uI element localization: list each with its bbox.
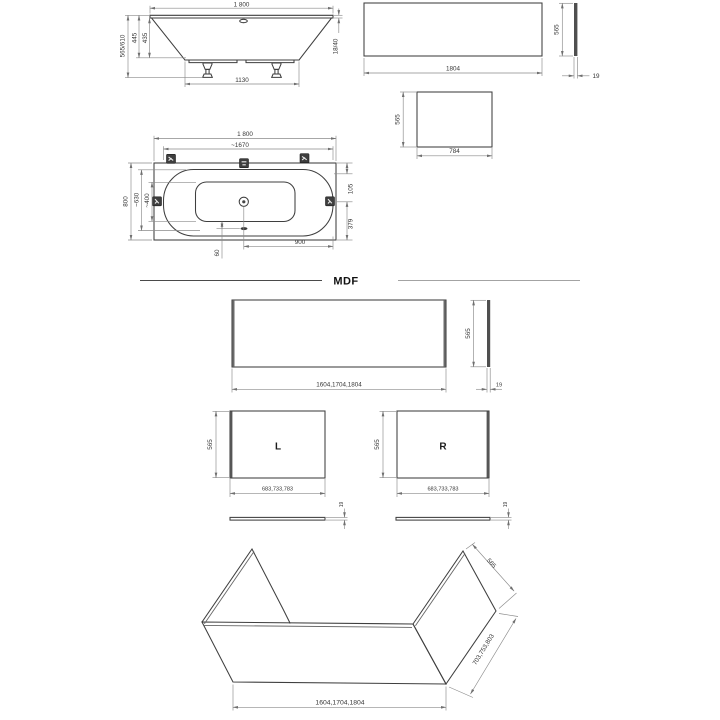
apron-front-panel-view bbox=[364, 3, 600, 80]
left-panel-width-dimension: 683,733,783 bbox=[261, 486, 294, 493]
strip-outline bbox=[396, 517, 490, 520]
iso-height-dimension: 565 bbox=[484, 557, 498, 570]
front-height-dimension: 565/610 bbox=[119, 34, 127, 58]
iso-width-dimension: 1604,1704,1804 bbox=[315, 699, 365, 707]
mounting-bracket bbox=[153, 197, 162, 206]
left-panel-height-dimension: 565 bbox=[207, 439, 215, 450]
plan-inner-depth-dimension: ~630 bbox=[133, 192, 141, 207]
front-width-dimension: 1 800 bbox=[233, 1, 250, 9]
panel-edge-profile bbox=[574, 3, 577, 56]
mdf-front-thickness-dimension: 19 bbox=[495, 382, 503, 389]
overflow-hole bbox=[240, 19, 248, 22]
rim-bottom-dimension: 379 bbox=[347, 218, 355, 230]
rim-thickness-dimension: 18/40 bbox=[332, 38, 340, 55]
front-depth-b-dimension: 435 bbox=[142, 32, 149, 44]
dimension-lines bbox=[232, 369, 446, 393]
feet-span-dimension: 1130 bbox=[235, 76, 249, 84]
plan-view bbox=[122, 131, 354, 258]
mounting-bracket bbox=[167, 154, 176, 163]
panel-edge-profile bbox=[487, 300, 490, 367]
adjustable-foot bbox=[203, 63, 213, 77]
mdf-assembly-iso-view bbox=[202, 543, 518, 711]
dimension-lines bbox=[400, 92, 492, 159]
left-panel-label: L bbox=[274, 441, 282, 453]
panel-outline bbox=[232, 300, 446, 367]
drain-center bbox=[242, 200, 245, 203]
mounting-bracket bbox=[240, 159, 249, 168]
support-rails bbox=[189, 60, 294, 62]
mdf-front-panel-view bbox=[232, 300, 502, 393]
panel-width-dimension: 1804 bbox=[445, 65, 461, 73]
dimension-lines bbox=[491, 509, 512, 530]
right-panel-height-dimension: 565 bbox=[374, 439, 382, 450]
iso-right-panel bbox=[413, 551, 496, 684]
mdf-section-divider bbox=[140, 276, 580, 288]
mdf-front-width-dimension: 1604,1704,1804 bbox=[316, 381, 362, 389]
basin-depth-dimension: ~400 bbox=[144, 193, 151, 208]
side-panel-width-dimension: 784 bbox=[449, 148, 460, 156]
iso-front-panel bbox=[202, 622, 446, 684]
apron-side-panel-view bbox=[395, 92, 492, 159]
panel-height-dimension: 565 bbox=[553, 24, 561, 35]
dimension-lines bbox=[213, 411, 326, 497]
right-panel-width-dimension: 683,733,783 bbox=[427, 486, 459, 493]
right-panel-label: R bbox=[439, 441, 447, 453]
front-elevation-view bbox=[120, 1, 343, 87]
iso-depth-dimension: 703,753,803 bbox=[471, 632, 496, 667]
plan-depth-dimension: 800 bbox=[122, 196, 130, 207]
mdf-left-panel-view bbox=[207, 411, 325, 497]
mounting-bracket bbox=[300, 154, 309, 163]
strip-thickness-dimension: 19 bbox=[339, 501, 346, 508]
overflow-offset-dimension: 60 bbox=[214, 249, 222, 257]
dimension-lines bbox=[380, 411, 490, 497]
mdf-right-panel-view bbox=[374, 411, 489, 497]
strip-thickness-dimension: 19 bbox=[503, 501, 510, 508]
rim-top-dimension: 105 bbox=[347, 183, 355, 195]
side-panel-height-dimension: 565 bbox=[394, 114, 402, 125]
dimension-lines bbox=[326, 509, 348, 530]
panel-outline bbox=[417, 92, 492, 147]
strip-outline bbox=[230, 517, 325, 520]
panel-thickness-dimension: 19 bbox=[592, 73, 600, 80]
drain-position-dimension: 900 bbox=[294, 239, 306, 246]
mdf-front-height-dimension: 565 bbox=[464, 328, 472, 339]
mdf-strip-right-view bbox=[396, 502, 512, 529]
mdf-strip-left-view bbox=[230, 502, 348, 529]
panel-outline bbox=[364, 3, 542, 56]
plan-width-dimension: 1 800 bbox=[237, 131, 253, 139]
adjustable-foot bbox=[272, 63, 282, 77]
iso-left-panel bbox=[202, 549, 290, 623]
dimension-lines bbox=[471, 300, 503, 392]
mounting-bracket bbox=[326, 197, 335, 206]
plan-inner-width-dimension: ~1670 bbox=[231, 141, 249, 149]
front-depth-a-dimension: 445 bbox=[131, 32, 139, 44]
mdf-section-title: MDF bbox=[333, 275, 359, 288]
